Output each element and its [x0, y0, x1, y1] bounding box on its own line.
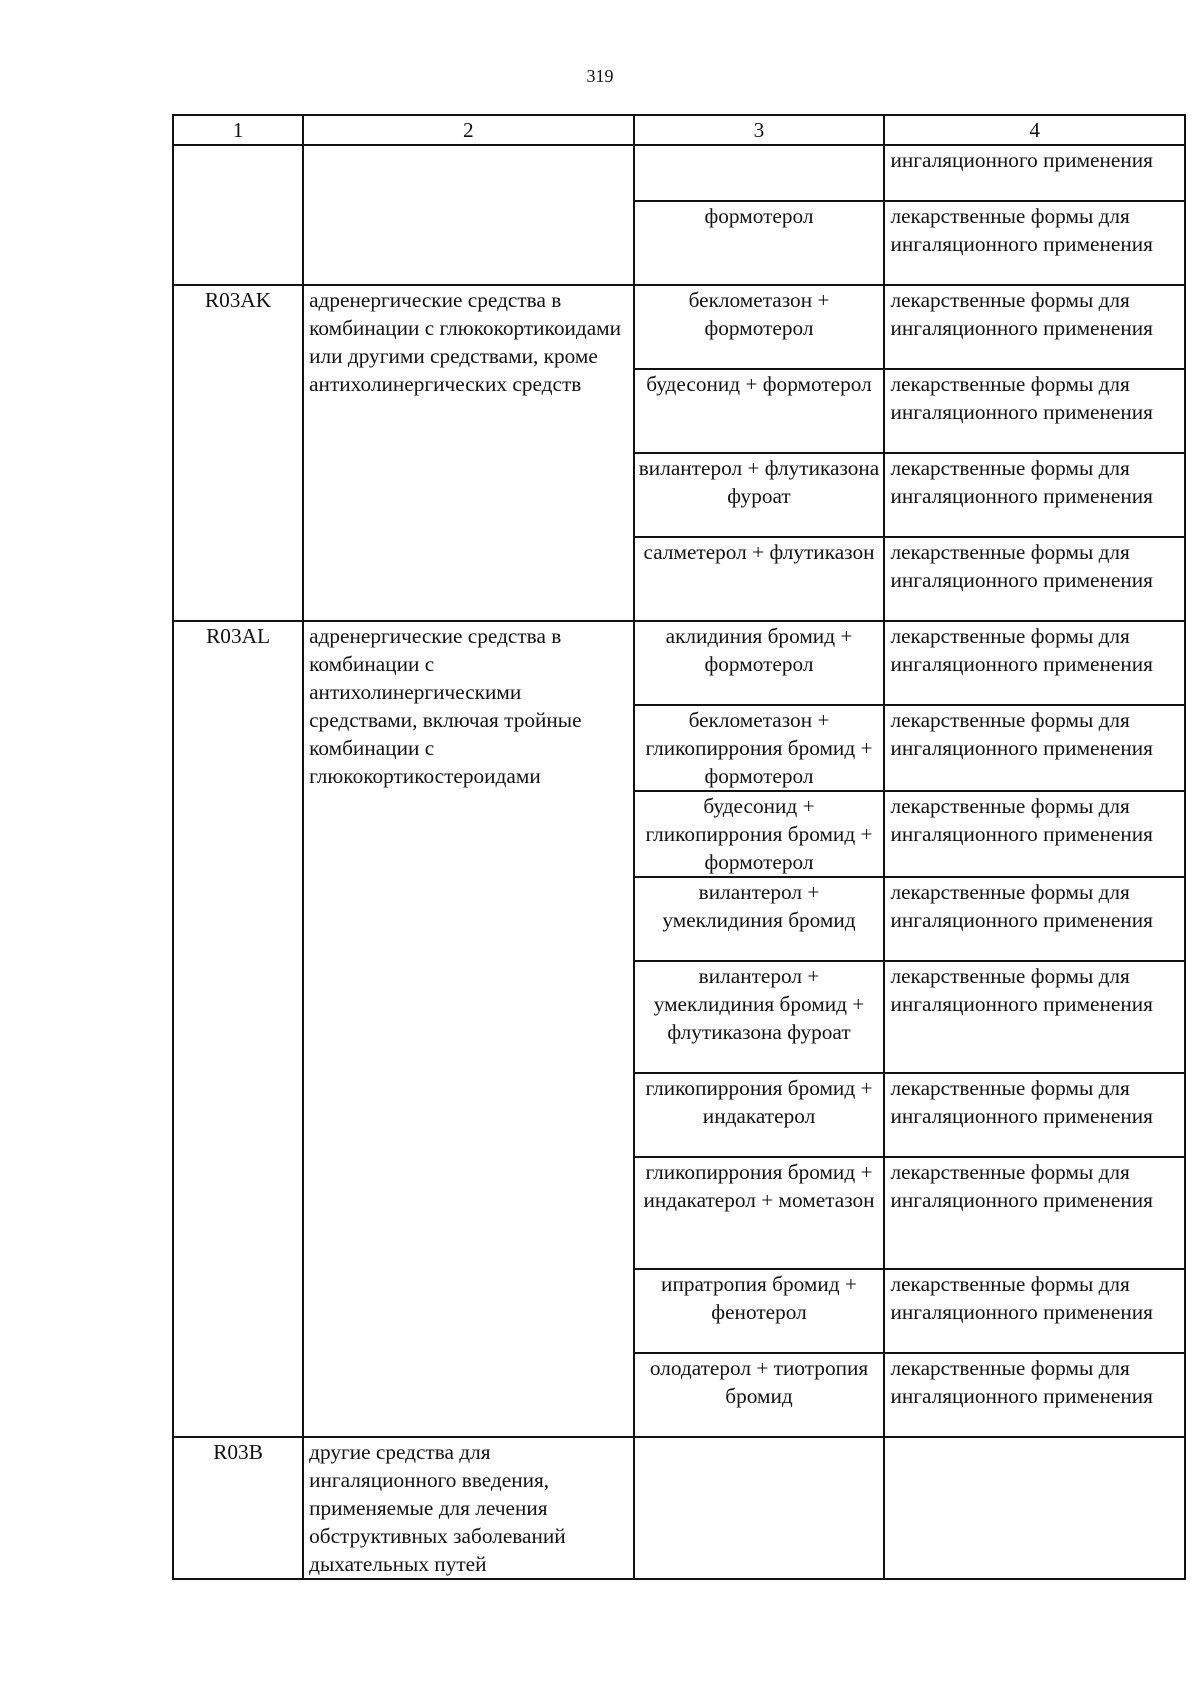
- atc-code-cell: R03B: [173, 1437, 303, 1579]
- drug-cell: будесонид + гликопиррония бромид + формотерол: [634, 791, 885, 877]
- atc-drug-table: [172, 114, 1186, 1580]
- group-description-cell: [303, 145, 633, 285]
- atc-code-cell: R03AL: [173, 621, 303, 1437]
- dosage-form-cell: лекарственные формы для ингаляционного применения: [884, 453, 1185, 537]
- dosage-form-cell: лекарственные формы для ингаляционного применения: [884, 201, 1185, 285]
- dosage-form-cell: лекарственные формы для ингаляционного применения: [884, 1353, 1185, 1437]
- dosage-form-cell: лекарственные формы для ингаляционного применения: [884, 791, 1185, 877]
- drug-cell: вилантерол + флутиказона фуроат: [634, 453, 885, 537]
- table-row: [173, 1437, 1185, 1579]
- header-col-4: 4: [884, 115, 1185, 145]
- dosage-form-cell: лекарственные формы для ингаляционного применения: [884, 961, 1185, 1073]
- drug-cell: аклидиния бромид + формотерол: [634, 621, 885, 705]
- dosage-form-cell: лекарственные формы для ингаляционного применения: [884, 1073, 1185, 1157]
- header-col-2: 2: [303, 115, 633, 145]
- group-description-cell: другие средства для ингаляционного введения, применяемые для лечения обструктивных заболеваний дыхательных путей: [303, 1437, 633, 1579]
- drug-cell: беклометазон + гликопиррония бромид + формотерол: [634, 705, 885, 791]
- drug-cell: беклометазон + формотерол: [634, 285, 885, 369]
- dosage-form-cell: лекарственные формы для ингаляционного применения: [884, 621, 1185, 705]
- atc-code-cell: R03AK: [173, 285, 303, 621]
- drug-cell: гликопиррония бромид + индакатерол: [634, 1073, 885, 1157]
- drug-cell: формотерол: [634, 201, 885, 285]
- drug-cell: вилантерол + умеклидиния бромид + флутиказона фуроат: [634, 961, 885, 1073]
- drug-cell: олодатерол + тиотропия бромид: [634, 1353, 885, 1437]
- drug-cell: вилантерол + умеклидиния бромид: [634, 877, 885, 961]
- dosage-form-cell: лекарственные формы для ингаляционного применения: [884, 705, 1185, 791]
- group-description-cell: адренергические средства в комбинации с антихолинергическими средствами, включая тройные комбинации с глюкокортикостероидами: [303, 621, 633, 1437]
- drug-cell: ипратропия бромид + фенотерол: [634, 1269, 885, 1353]
- header-col-1: 1: [173, 115, 303, 145]
- dosage-form-cell: лекарственные формы для ингаляционного применения: [884, 537, 1185, 621]
- drug-cell: гликопиррония бромид + индакатерол + мометазон: [634, 1157, 885, 1269]
- table-row: [173, 621, 1185, 705]
- dosage-form-cell: лекарственные формы для ингаляционного применения: [884, 877, 1185, 961]
- dosage-form-cell: ингаляционного применения: [884, 145, 1185, 201]
- table-row: [173, 285, 1185, 369]
- table-row: [173, 145, 1185, 201]
- dosage-form-cell: лекарственные формы для ингаляционного применения: [884, 1269, 1185, 1353]
- dosage-form-cell: лекарственные формы для ингаляционного применения: [884, 1157, 1185, 1269]
- dosage-form-cell: лекарственные формы для ингаляционного применения: [884, 285, 1185, 369]
- drug-cell: [634, 1437, 885, 1579]
- header-col-3: 3: [634, 115, 885, 145]
- dosage-form-cell: лекарственные формы для ингаляционного применения: [884, 369, 1185, 453]
- atc-code-cell: [173, 145, 303, 285]
- table-header-row: [173, 115, 1185, 145]
- drug-cell: [634, 145, 885, 201]
- group-description-cell: адренергические средства в комбинации с глюкокортикоидами или другими средствами, кроме антихолинергических средств: [303, 285, 633, 621]
- dosage-form-cell: [884, 1437, 1185, 1579]
- page-number: 319: [586, 66, 614, 86]
- drug-cell: салметерол + флутиказон: [634, 537, 885, 621]
- drug-cell: будесонид + формотерол: [634, 369, 885, 453]
